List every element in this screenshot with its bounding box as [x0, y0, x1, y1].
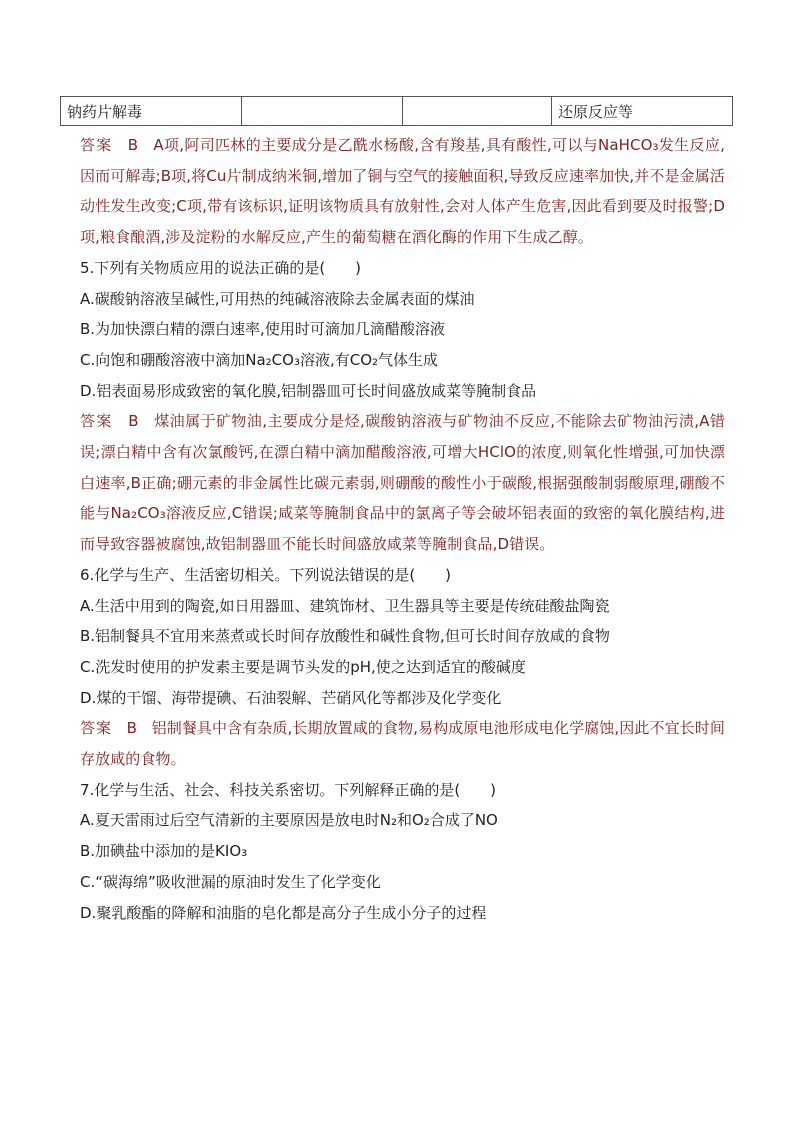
question-7-option-a: A.夏天雷雨过后空气清新的主要原因是放电时N₂和O₂合成了NO — [80, 811, 498, 830]
question-7-stem: 7.化学与生活、社会、科技关系密切。下列解释正确的是( ) — [80, 780, 497, 799]
question-5-option-b: B.为加快漂白精的漂白速率,使用时可滴加几滴醋酸溶液 — [80, 320, 445, 339]
question-content — [80, 130, 725, 928]
question-6-stem: 6.化学与生产、生活密切相关。下列说法错误的是( ) — [80, 565, 452, 584]
question-6-option-c: C.洗发时使用的护发素主要是调节头发的pH,使之达到适宜的酸碱度 — [80, 657, 526, 676]
answer-block-4 — [80, 130, 725, 253]
question-7-option-c: C.“碳海绵”吸收泄漏的原油时发生了化学变化 — [80, 872, 381, 891]
question-7-option-d: D.聚乳酸酯的降解和油脂的皂化都是高分子生成小分子的过程 — [80, 903, 487, 922]
answer-explanation: 煤油属于矿物油,主要成分是烃,碳酸钠溶液与矿物油不反应,不能除去矿物油污渍,A错误;漂白精中含有次氯酸钙,在漂白精中滴加醋酸溶液,可增大HClO的浓度,则氧化性增强,可加快漂白速率,B正确;硼元素的非金属性比碳元素弱,则硼酸的酸性小于碳酸,根据强酸制弱酸原理,硼酸不能与Na₂CO₃溶液反应,C错误;咸菜等腌制食品中的氯离子等会破坏铝表面的致密的氧化膜结构,进而导致容器被腐蚀,故铝制器皿不能长时间盛放咸菜等腌制食品,D错误。 — [80, 412, 725, 554]
answer-letter: B — [128, 412, 139, 431]
table-row — [61, 97, 733, 126]
answer-block-5 — [80, 406, 725, 560]
question-5-option-c: C.向饱和硼酸溶液中滴加Na₂CO₃溶液,有CO₂气体生成 — [80, 350, 439, 369]
answer-label: 答案 — [80, 136, 113, 154]
question-5-option-d: D.铝表面易形成致密的氧化膜,铝制器皿可长时间盛放咸菜等腌制食品 — [80, 381, 537, 400]
answer-explanation: A项,阿司匹林的主要成分是乙酰水杨酸,含有羧基,具有酸性,可以与NaHCO₃发生反应,因而可解毒;B项,将Cu片制成纳米铜,增加了铜与空气的接触面积,导致反应速率加快,并不是金属活动性发生改变;C项,带有该标识,证明该物质具有放射性,会对人体产生危害,因此看到要及时报警;D项,粮食酿酒,涉及淀粉的水解反应,产生的葡萄糖在酒化酶的作用下生成乙醇。 — [80, 136, 726, 247]
table-cell — [403, 97, 552, 126]
answer-label: 答案 — [80, 719, 113, 738]
question-6-option-b: B.铝制餐具不宜用来蒸煮或长时间存放酸性和碱性食物,但可长时间存放咸的食物 — [80, 627, 610, 646]
table-cell — [242, 97, 403, 126]
answer-block-6 — [80, 713, 725, 774]
answer-explanation: 铝制餐具中含有杂质,长期放置咸的食物,易构成原电池形成电化学腐蚀,因此不宜长时间存放咸的食物。 — [80, 719, 725, 769]
table-cell: 钠药片解毒 — [61, 97, 242, 126]
question-6-option-a: A.生活中用到的陶瓷,如日用器皿、建筑饰材、卫生器具等主要是传统硅酸盐陶瓷 — [80, 596, 610, 615]
question-7-option-b: B.加碘盐中添加的是KIO₃ — [80, 842, 248, 861]
question-5-option-a: A.碳酸钠溶液呈碱性,可用热的纯碱溶液除去金属表面的煤油 — [80, 289, 475, 308]
answer-letter: B — [126, 719, 138, 738]
answer-label: 答案 — [80, 412, 113, 431]
answer-letter: B — [127, 136, 139, 154]
table-cell: 还原反应等 — [552, 97, 733, 126]
reference-table — [60, 96, 733, 126]
question-6-option-d: D.煤的干馏、海带提碘、石油裂解、芒硝风化等都涉及化学变化 — [80, 688, 502, 707]
question-5-stem: 5.下列有关物质应用的说法正确的是( ) — [80, 258, 362, 277]
